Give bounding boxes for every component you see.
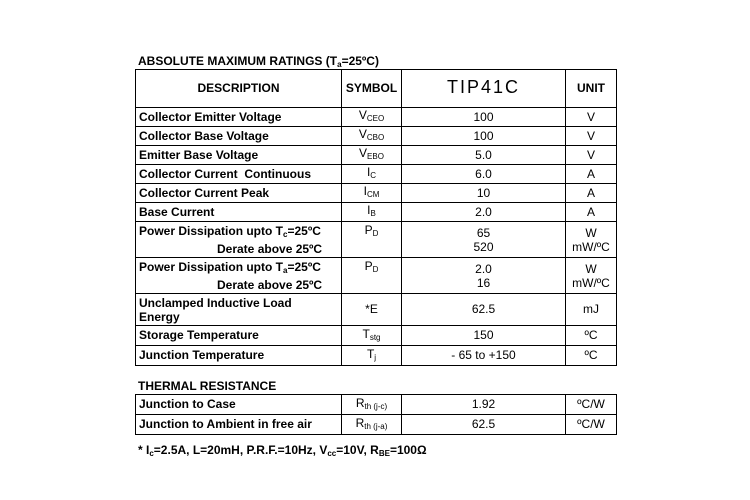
row-symbol: $R_{th (j-c)}$ — [342, 395, 402, 415]
row-value: 1.92 — [402, 395, 566, 415]
table-header-row — [136, 70, 617, 108]
table-row-unclamped-energy — [136, 294, 617, 326]
table-row — [136, 146, 617, 165]
row-symbol: $I_C$ — [342, 165, 402, 184]
row-value: 5.0 — [402, 146, 566, 165]
row-symbol: $I_{CM}$ — [342, 184, 402, 203]
row-value: 150 — [402, 326, 566, 346]
header-unit: UNIT — [566, 70, 617, 108]
row-symbol: $I_B$ — [342, 203, 402, 222]
row-unit: W mW/ºC — [566, 258, 617, 294]
row-unit: W mW/ºC — [566, 222, 617, 258]
table-row — [136, 203, 617, 222]
row-unit: ºC/W — [566, 395, 617, 415]
row-unit: A — [566, 203, 617, 222]
row-description: Emitter Base Voltage — [136, 146, 342, 165]
table-row — [136, 395, 617, 415]
row-description: Junction Temperature — [136, 346, 342, 366]
row-description: Unclamped Inductive Load Energy — [136, 294, 342, 326]
header-part-number: TIP41C — [402, 70, 566, 108]
row-unit: ºC — [566, 346, 617, 366]
row-description: Storage Temperature — [136, 326, 342, 346]
header-description: DESCRIPTION — [136, 70, 342, 108]
absolute-max-ratings-title: ABSOLUTE MAXIMUM RATINGS $(T_a=25ºC)$ — [138, 54, 379, 69]
row-description: Junction to Ambient in free air — [136, 415, 342, 435]
row-value: 10 — [402, 184, 566, 203]
table-row-power-dissipation-tc — [136, 222, 617, 258]
row-value: - 65 to +150 — [402, 346, 566, 366]
row-description: Collector Current Peak — [136, 184, 342, 203]
row-symbol: $T_{stg}$ — [342, 326, 402, 346]
row-value: 100 — [402, 127, 566, 146]
row-unit: ºC — [566, 326, 617, 346]
row-value: 2.0 16 — [402, 258, 566, 294]
derate-label: Derate above 25ºC — [217, 241, 323, 256]
row-unit: ºC/W — [566, 415, 617, 435]
row-value: 100 — [402, 108, 566, 127]
row-description: Power Dissipation upto $T_c=25ºC$ Derate above 25ºC — [136, 222, 342, 258]
table-row — [136, 415, 617, 435]
table-row — [136, 127, 617, 146]
row-symbol: *E — [342, 294, 402, 326]
row-description: Junction to Case — [136, 395, 342, 415]
derate-label: Derate above 25ºC — [217, 277, 323, 292]
row-symbol: $V_{CEO}$ — [342, 108, 402, 127]
row-symbol: $V_{EBO}$ — [342, 146, 402, 165]
row-value: 62.5 — [402, 415, 566, 435]
thermal-resistance-title: THERMAL RESISTANCE — [138, 379, 277, 393]
absolute-max-ratings-table — [135, 69, 617, 366]
row-value: 2.0 — [402, 203, 566, 222]
row-description: Collector Emitter Voltage — [136, 108, 342, 127]
row-symbol: $P_D$ — [342, 258, 402, 294]
table-row-power-dissipation-ta — [136, 258, 617, 294]
footnote: * $I_c=2.5A$, L=20mH, P.R.F.=10Hz, $V_{cc}=10V$, $R_{BE}=100\Omega$ — [138, 443, 427, 458]
table-row — [136, 326, 617, 346]
row-symbol: $V_{CBO}$ — [342, 127, 402, 146]
row-unit: mJ — [566, 294, 617, 326]
row-unit: A — [566, 165, 617, 184]
header-symbol: SYMBOL — [342, 70, 402, 108]
table-row — [136, 184, 617, 203]
row-description: Base Current — [136, 203, 342, 222]
row-value: 62.5 — [402, 294, 566, 326]
row-value: 6.0 — [402, 165, 566, 184]
row-description: Power Dissipation upto $T_a=25ºC$ Derate above 25ºC — [136, 258, 342, 294]
table-row — [136, 108, 617, 127]
row-unit: A — [566, 184, 617, 203]
row-description: Collector Base Voltage — [136, 127, 342, 146]
table-row — [136, 165, 617, 184]
thermal-resistance-table — [135, 394, 617, 435]
row-unit: V — [566, 127, 617, 146]
row-value: 65 520 — [402, 222, 566, 258]
row-unit: V — [566, 108, 617, 127]
row-unit: V — [566, 146, 617, 165]
row-symbol: $P_D$ — [342, 222, 402, 258]
row-description: Collector Current Continuous — [136, 165, 342, 184]
row-symbol: $R_{th (j-a)}$ — [342, 415, 402, 435]
row-symbol: $T_j$ — [342, 346, 402, 366]
table-row — [136, 346, 617, 366]
